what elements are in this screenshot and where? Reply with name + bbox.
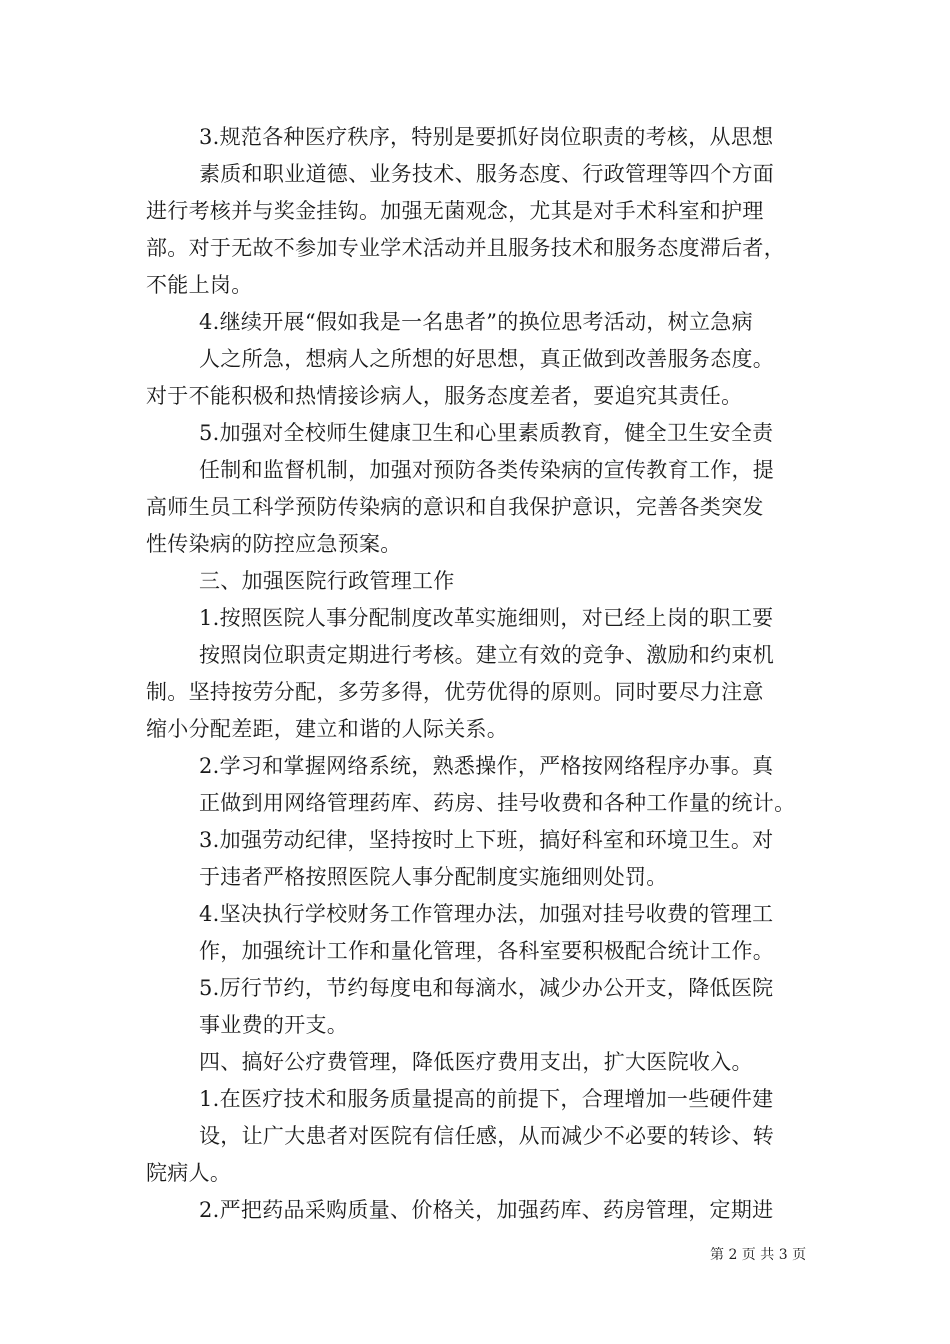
page-number: 第 2 页 共 3 页 — [710, 1247, 807, 1263]
text-line: 对于不能积极和热情接诊病人，服务态度差者，要追究其责任。 — [146, 384, 743, 408]
text-line: 缩小分配差距，建立和谐的人际关系。 — [146, 717, 509, 741]
text-line: 制。坚持按劳分配，多劳多得，优劳优得的原则。同时要尽力注意 — [146, 680, 764, 704]
text-line: 作，加强统计工作和量化管理，各科室要积极配合统计工作。 — [199, 939, 775, 963]
text-line: 5.加强对全校师生健康卫生和心里素质教育，健全卫生安全责 — [199, 421, 774, 445]
section-heading: 四、搞好公疗费管理，降低医疗费用支出，扩大医院收入。 — [199, 1050, 753, 1074]
text-line: 高师生员工科学预防传染病的意识和自我保护意识，完善各类突发 — [146, 495, 764, 519]
text-line: 1.按照医院人事分配制度改革实施细则，对已经上岗的职工要 — [199, 606, 774, 630]
text-line: 4.坚决执行学校财务工作管理办法，加强对挂号收费的管理工 — [199, 902, 774, 926]
text-line: 部。对于无故不参加专业学术活动并且服务技术和服务态度滞后者， — [146, 236, 785, 260]
text-line: 正做到用网络管理药库、药房、挂号收费和各种工作量的统计。 — [199, 791, 796, 815]
text-line: 进行考核并与奖金挂钩。加强无菌观念，尤其是对手术科室和护理 — [146, 199, 764, 223]
text-line: 4.继续开展“假如我是一名患者”的换位思考活动，树立急病 — [199, 310, 753, 334]
text-line: 3.加强劳动纪律，坚持按时上下班，搞好科室和环境卫生。对 — [199, 828, 774, 852]
section-heading: 三、加强医院行政管理工作 — [199, 569, 455, 593]
text-line: 3.规范各种医疗秩序，特别是要抓好岗位职责的考核，从思想 — [199, 125, 774, 149]
text-line: 2.学习和掌握网络系统，熟悉操作，严格按网络程序办事。真 — [199, 754, 774, 778]
text-line: 任制和监督机制，加强对预防各类传染病的宣传教育工作，提 — [199, 458, 775, 482]
text-line: 2.严把药品采购质量、价格关，加强药库、药房管理，定期进 — [199, 1198, 774, 1222]
text-line: 按照岗位职责定期进行考核。建立有效的竞争、激励和约束机 — [199, 643, 775, 667]
text-line: 人之所急，想病人之所想的好思想，真正做到改善服务态度。 — [199, 347, 775, 371]
text-line: 素质和职业道德、业务技术、服务态度、行政管理等四个方面 — [199, 162, 775, 186]
text-line: 5.厉行节约，节约每度电和每滴水，减少办公开支，降低医院 — [199, 976, 774, 1000]
text-line: 事业费的开支。 — [199, 1013, 349, 1037]
text-line: 不能上岗。 — [146, 273, 253, 297]
text-line: 院病人。 — [146, 1161, 232, 1185]
text-line: 设，让广大患者对医院有信任感，从而减少不必要的转诊、转 — [199, 1124, 775, 1148]
text-line: 于违者严格按照医院人事分配制度实施细则处罚。 — [199, 865, 668, 889]
text-line: 性传染病的防控应急预案。 — [146, 532, 402, 556]
text-line: 1.在医疗技术和服务质量提高的前提下，合理增加一些硬件建 — [199, 1087, 774, 1111]
